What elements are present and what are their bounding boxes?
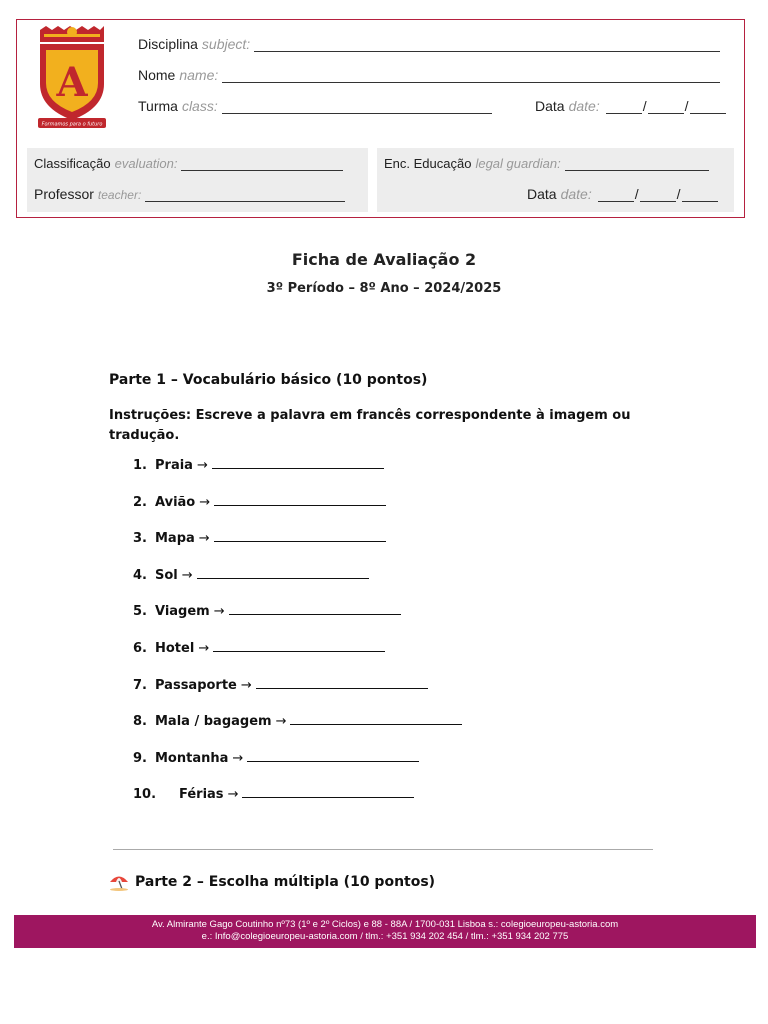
part2-heading-row <box>109 873 435 891</box>
vocab-item: 10. Férias → <box>133 787 414 802</box>
date2-field <box>527 186 718 202</box>
subject-input-line[interactable] <box>254 40 720 52</box>
evaluation-input-line[interactable] <box>181 159 343 171</box>
name-label: Nome <box>138 67 176 83</box>
name-input-line[interactable] <box>222 71 720 83</box>
evaluation-label: Classificação <box>34 156 111 171</box>
date-label-en: date: <box>568 98 600 114</box>
evaluation-field <box>34 156 343 171</box>
class-field <box>138 98 492 114</box>
vocab-item: 5. Viagem → <box>133 604 401 619</box>
svg-text:Formamos para o futuro: Formamos para o futuro <box>41 121 103 128</box>
date2-label: Data <box>527 186 557 202</box>
vocab-item: 2. Avião → <box>133 495 386 510</box>
date2-input[interactable]: / / <box>598 186 718 202</box>
school-logo <box>36 26 108 130</box>
teacher-input-line[interactable] <box>145 190 345 202</box>
vocab-item: 4. Sol → <box>133 568 369 583</box>
guardian-input-line[interactable] <box>565 159 709 171</box>
vocab-item: 3. Mapa → <box>133 531 386 546</box>
vocab-item: 9. Montanha → <box>133 751 419 766</box>
footer-contacts: e.: Info@colegioeuropeu-astoria.com / tlm.: +351 934 202 454 / tlm.: +351 934 202 775 <box>201 931 569 942</box>
answer-line[interactable] <box>214 532 386 542</box>
vocab-item: 7. Passaporte → <box>133 678 428 693</box>
date2-label-en: date: <box>560 186 592 202</box>
answer-line[interactable] <box>229 605 401 615</box>
teacher-label: Professor <box>34 186 94 202</box>
date-field <box>535 98 726 114</box>
subject-label: Disciplina <box>138 36 198 52</box>
part1-instructions: Instruções: Escreve a palavra em francês correspondente à imagem ou tradução. <box>109 408 631 443</box>
footer-bar <box>14 915 756 948</box>
header-form-box <box>16 19 745 218</box>
page-subtitle: 3º Período – 8º Ano – 2024/2025 <box>266 281 502 296</box>
class-input-line[interactable] <box>222 102 492 114</box>
date-label: Data <box>535 98 565 114</box>
teacher-field <box>34 186 345 202</box>
vocab-item: 8. Mala / bagagem → <box>133 714 462 729</box>
guardian-label-en: legal guardian: <box>475 156 561 171</box>
answer-line[interactable] <box>242 788 414 798</box>
name-label-en: name: <box>179 67 219 83</box>
vocab-item: 6. Hotel → <box>133 641 385 656</box>
class-label: Turma <box>138 98 178 114</box>
date-input[interactable]: / / <box>606 98 726 114</box>
evaluation-label-en: evaluation: <box>114 156 178 171</box>
subject-label-en: subject: <box>201 36 251 52</box>
answer-line[interactable] <box>247 752 419 762</box>
page-title: Ficha de Avaliação 2 <box>291 250 477 269</box>
subject-field <box>138 36 720 52</box>
answer-line[interactable] <box>213 642 385 652</box>
answer-line[interactable] <box>197 569 369 579</box>
name-field <box>138 67 720 83</box>
guardian-label: Enc. Educação <box>384 156 472 171</box>
answer-line[interactable] <box>256 679 428 689</box>
class-label-en: class: <box>181 98 218 114</box>
answer-line[interactable] <box>290 715 462 725</box>
answer-line[interactable] <box>214 496 386 506</box>
svg-text:A: A <box>56 59 88 106</box>
beach-umbrella-icon <box>109 873 129 891</box>
part2-heading: Parte 2 – Escolha múltipla (10 pontos) <box>135 874 436 890</box>
teacher-label-en: teacher: <box>97 188 142 202</box>
part1-heading: Parte 1 – Vocabulário básico (10 pontos) <box>109 372 428 388</box>
footer-address: Av. Almirante Gago Coutinho nº73 (1º e 2º Ciclos) e 88 - 88A / 1700-031 Lisboa s.: colegioeuropeu-astoria.com <box>151 919 619 930</box>
section-divider <box>113 849 653 850</box>
guardian-field <box>384 156 709 171</box>
answer-line[interactable] <box>212 459 384 469</box>
vocab-item: 1. Praia → <box>133 458 384 473</box>
